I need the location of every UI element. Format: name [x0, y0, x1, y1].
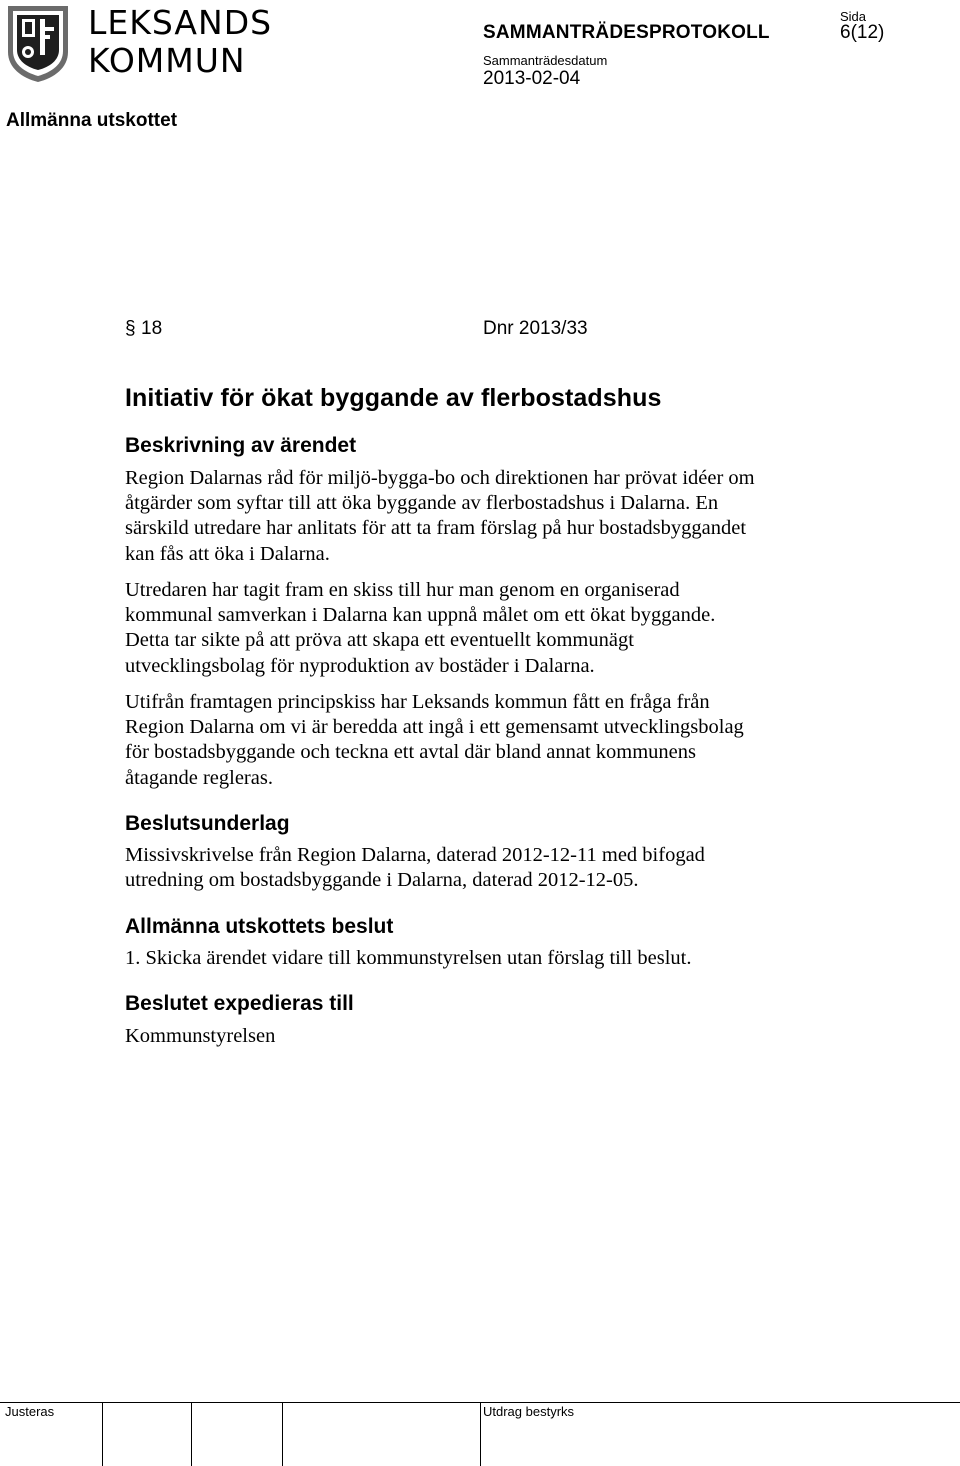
signature-box-divider — [191, 1402, 192, 1466]
dispatch-heading: Beslutet expedieras till — [125, 992, 354, 1015]
decision-heading: Allmänna utskottets beslut — [125, 915, 394, 938]
description-heading: Beskrivning av ärendet — [125, 434, 357, 457]
meeting-date-label: Sammanträdesdatum — [483, 53, 608, 68]
text-line: Region Dalarna om vi är beredda att ingå i ett gemensamt utvecklingsbolag — [125, 716, 744, 739]
description-paragraph-3 — [125, 690, 825, 791]
paragraph-number-value: 18 — [141, 318, 163, 339]
meeting-date: 2013-02-04 — [483, 68, 581, 89]
case-title: Initiativ för ökat byggande av flerbostadshus — [125, 384, 662, 412]
text-line: utredning om bostadsbyggande i Dalarna, daterad 2012-12-05. — [125, 869, 639, 892]
committee-name: Allmänna utskottet — [6, 110, 178, 131]
case-number: Dnr 2013/33 — [483, 318, 588, 339]
text-line: åtagande regleras. — [125, 766, 273, 789]
dispatch-text — [125, 1024, 825, 1049]
text-line: 1. Skicka ärendet vidare till kommunstyrelsen utan förslag till beslut. — [125, 947, 692, 969]
description-paragraph-2 — [125, 578, 825, 679]
paragraph-sign: § — [125, 318, 136, 339]
crest-icon — [4, 2, 72, 84]
footer-justeras-label: Justeras — [5, 1404, 55, 1419]
text-line: Detta tar sikte på att pröva att skapa ett eventuellt kommunägt — [125, 629, 634, 652]
basis-heading: Beslutsunderlag — [125, 812, 290, 835]
text-line: Region Dalarnas råd för miljö-bygga-bo och direktionen har prövat idéer om — [125, 467, 755, 489]
document-title: SAMMANTRÄDESPROTOKOLL — [483, 22, 770, 43]
text-line: kan fås att öka i Dalarna. — [125, 542, 330, 565]
text-line: särskild utredare har anlitats för att ta fram förslag på hur bostadsbyggandet — [125, 517, 747, 540]
signature-box-divider — [480, 1402, 481, 1466]
signature-box-divider — [102, 1402, 103, 1466]
logo-wordmark-line1: LEKSANDS — [88, 3, 273, 42]
logo-wordmark-line2: KOMMUN — [88, 41, 246, 80]
text-line: Kommunstyrelsen — [125, 1025, 276, 1047]
text-line: Utredaren har tagit fram en skiss till hur man genom en organiserad — [125, 579, 680, 601]
text-line: utvecklingsbolag för nyproduktion av bostäder i Dalarna. — [125, 654, 595, 677]
text-line: för bostadsbyggande och teckna ett avtal där bland annat kommunens — [125, 741, 696, 764]
signature-box-divider — [282, 1402, 283, 1466]
decision-text — [125, 946, 825, 971]
text-line: kommunal samverkan i Dalarna kan uppnå målet om ett ökat byggande. — [125, 604, 716, 627]
text-line: Utifrån framtagen principskiss har Leksands kommun fått en fråga från — [125, 691, 710, 713]
basis-text — [125, 843, 825, 893]
description-paragraph-1 — [125, 466, 825, 567]
municipality-crest-logo — [4, 2, 72, 84]
footer-utdrag-label: Utdrag bestyrks — [483, 1404, 575, 1419]
page-number: 6(12) — [840, 22, 885, 43]
text-line: Missivskrivelse från Region Dalarna, daterad 2012-12-11 med bifogad — [125, 844, 705, 866]
text-line: åtgärder som syftar till att öka byggande av flerbostadshus i Dalarna. En — [125, 492, 719, 515]
page-label: Sida — [840, 9, 867, 24]
